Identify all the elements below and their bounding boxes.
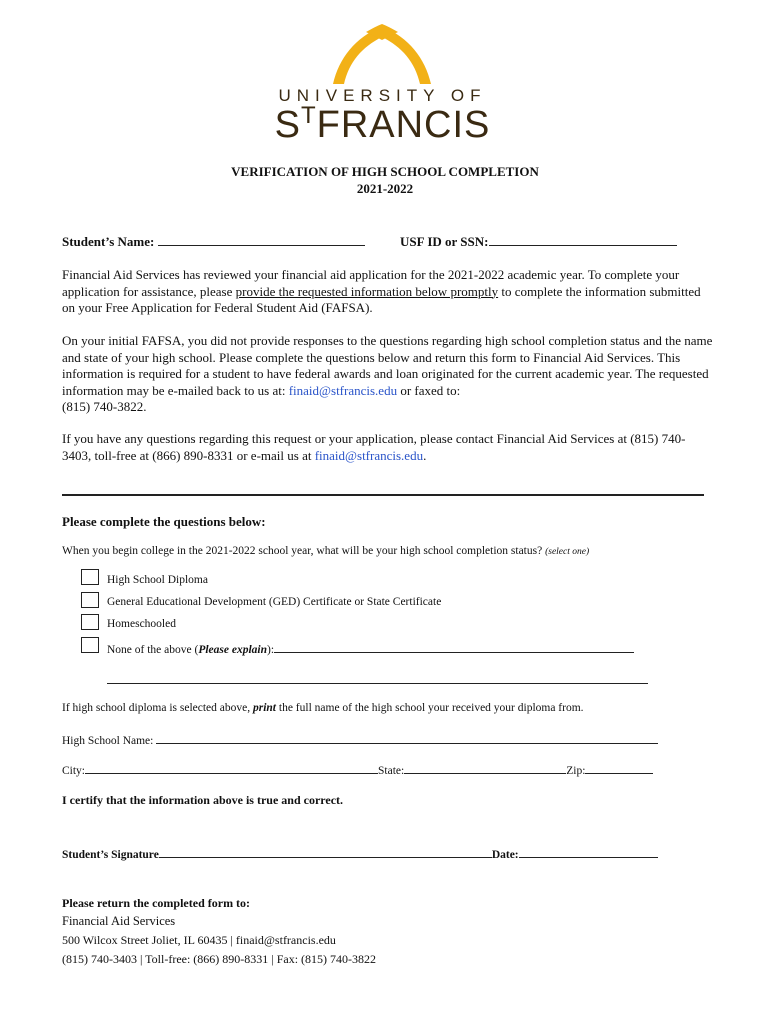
intro-paragraph-3 (62, 431, 714, 464)
student-name-row (62, 234, 365, 250)
date-label: Date: (491, 849, 519, 861)
intro-paragraph-2 (62, 333, 714, 416)
none-option-prefix: None of the above ( (107, 644, 199, 656)
signature-row (62, 846, 658, 861)
email-link-2[interactable]: finaid@stfrancis.edu (314, 447, 424, 463)
explain-field-line-2[interactable] (107, 671, 648, 689)
intro-p1-underlined: provide the requested information below promptly (235, 283, 499, 299)
logo-t: T (300, 102, 317, 129)
intro-p2-text-end: or faxed to: (397, 382, 461, 398)
form-year: 2021-2022 (356, 181, 414, 196)
none-option-suffix: ): (267, 644, 275, 656)
high-school-name-row (62, 732, 658, 747)
city-field[interactable] (85, 762, 378, 774)
return-address: 500 Wilcox Street Joliet, IL 60435 | finaid@stfrancis.edu (62, 933, 336, 947)
state-field[interactable] (404, 762, 566, 774)
date-field[interactable] (519, 846, 658, 858)
question-1 (62, 545, 589, 557)
question-1-hint: (select one) (545, 547, 590, 557)
certify-statement: I certify that the information above is true and correct. (62, 793, 344, 807)
diploma-note-text-end: the full name of the high school your received your diploma from. (276, 702, 584, 714)
option-ged: General Educational Development (GED) Certificate or State Certificate (107, 596, 442, 608)
student-name-field[interactable] (158, 234, 365, 246)
high-school-name-label: High School Name: (62, 735, 154, 747)
high-school-name-field[interactable] (156, 732, 658, 744)
checkbox-none-of-the-above[interactable] (81, 637, 99, 653)
option-none-of-the-above (107, 641, 634, 656)
student-name-label: Student’s Name: (62, 234, 155, 249)
logo-s: S (274, 104, 301, 146)
diploma-note-emphasis: print (252, 702, 276, 714)
address-row (62, 762, 653, 777)
email-link[interactable]: finaid@stfrancis.edu (288, 382, 398, 398)
state-label: State: (378, 765, 405, 777)
return-office: Financial Aid Services (62, 914, 176, 928)
checkbox-high-school-diploma[interactable] (81, 569, 99, 585)
checkbox-ged[interactable] (81, 592, 99, 608)
usf-id-row (400, 234, 677, 250)
return-heading: Please return the completed form to: (62, 896, 251, 910)
explain-field[interactable] (274, 641, 634, 653)
logo-university-of: UNIVERSITY OF (278, 86, 487, 105)
intro-p1-text: Financial Aid Services has reviewed your financial aid application for the 2021-2022 academic year. To complete your application for assistance, please (62, 267, 680, 299)
intro-p1-text-end: to complete the information submitted on your Free Application for Federal Student Aid (FAFSA). (62, 283, 701, 315)
fax-number: (815) 740-3822. (62, 399, 147, 414)
usf-id-label: USF ID or SSN: (400, 234, 489, 249)
intro-p3-text: If you have any questions regarding this request or your application, please contact Financial Aid Services at (815) 740-3403, toll-free at (866) 890-8331 or e-mail us at (62, 431, 686, 463)
question-1-text: When you begin college in the 2021-2022 school year, what will be your high school completion status? (62, 545, 543, 557)
usf-id-field[interactable] (489, 234, 677, 246)
university-logo (245, 20, 520, 150)
signature-field[interactable] (159, 846, 492, 858)
option-homeschooled: Homeschooled (107, 618, 176, 630)
section-divider (62, 494, 704, 496)
logo-st-francis (245, 102, 520, 147)
logo-francis: FRANCIS (316, 104, 491, 146)
intro-p3-text-end: . (423, 447, 427, 463)
return-phone: (815) 740-3403 | Toll-free: (866) 890-8331 | Fax: (815) 740-3822 (62, 952, 377, 966)
option-high-school-diploma: High School Diploma (107, 574, 208, 586)
zip-label: Zip: (566, 765, 586, 777)
checkbox-homeschooled[interactable] (81, 614, 99, 630)
logo-arch-icon (245, 20, 520, 86)
diploma-note (62, 702, 584, 714)
signature-label: Student’s Signature (62, 849, 159, 861)
intro-p2-text: On your initial FAFSA, you did not provide responses to the questions regarding high school completion status and the name and state of your high school. Please complete the questions below and return this form to Financial Aid Services. This information is required for a student to have federal awards and loan originated for the current academic year. The requested information may be e-mailed back to us at: (62, 333, 713, 398)
form-title: VERIFICATION OF HIGH SCHOOL COMPLETION (231, 164, 539, 179)
city-label: City: (62, 765, 86, 777)
diploma-note-text: If high school diploma is selected above, (62, 702, 253, 714)
questions-heading: Please complete the questions below: (62, 514, 266, 529)
none-option-emphasis: Please explain (198, 644, 267, 656)
intro-paragraph-1 (62, 267, 714, 317)
zip-field[interactable] (585, 762, 653, 774)
